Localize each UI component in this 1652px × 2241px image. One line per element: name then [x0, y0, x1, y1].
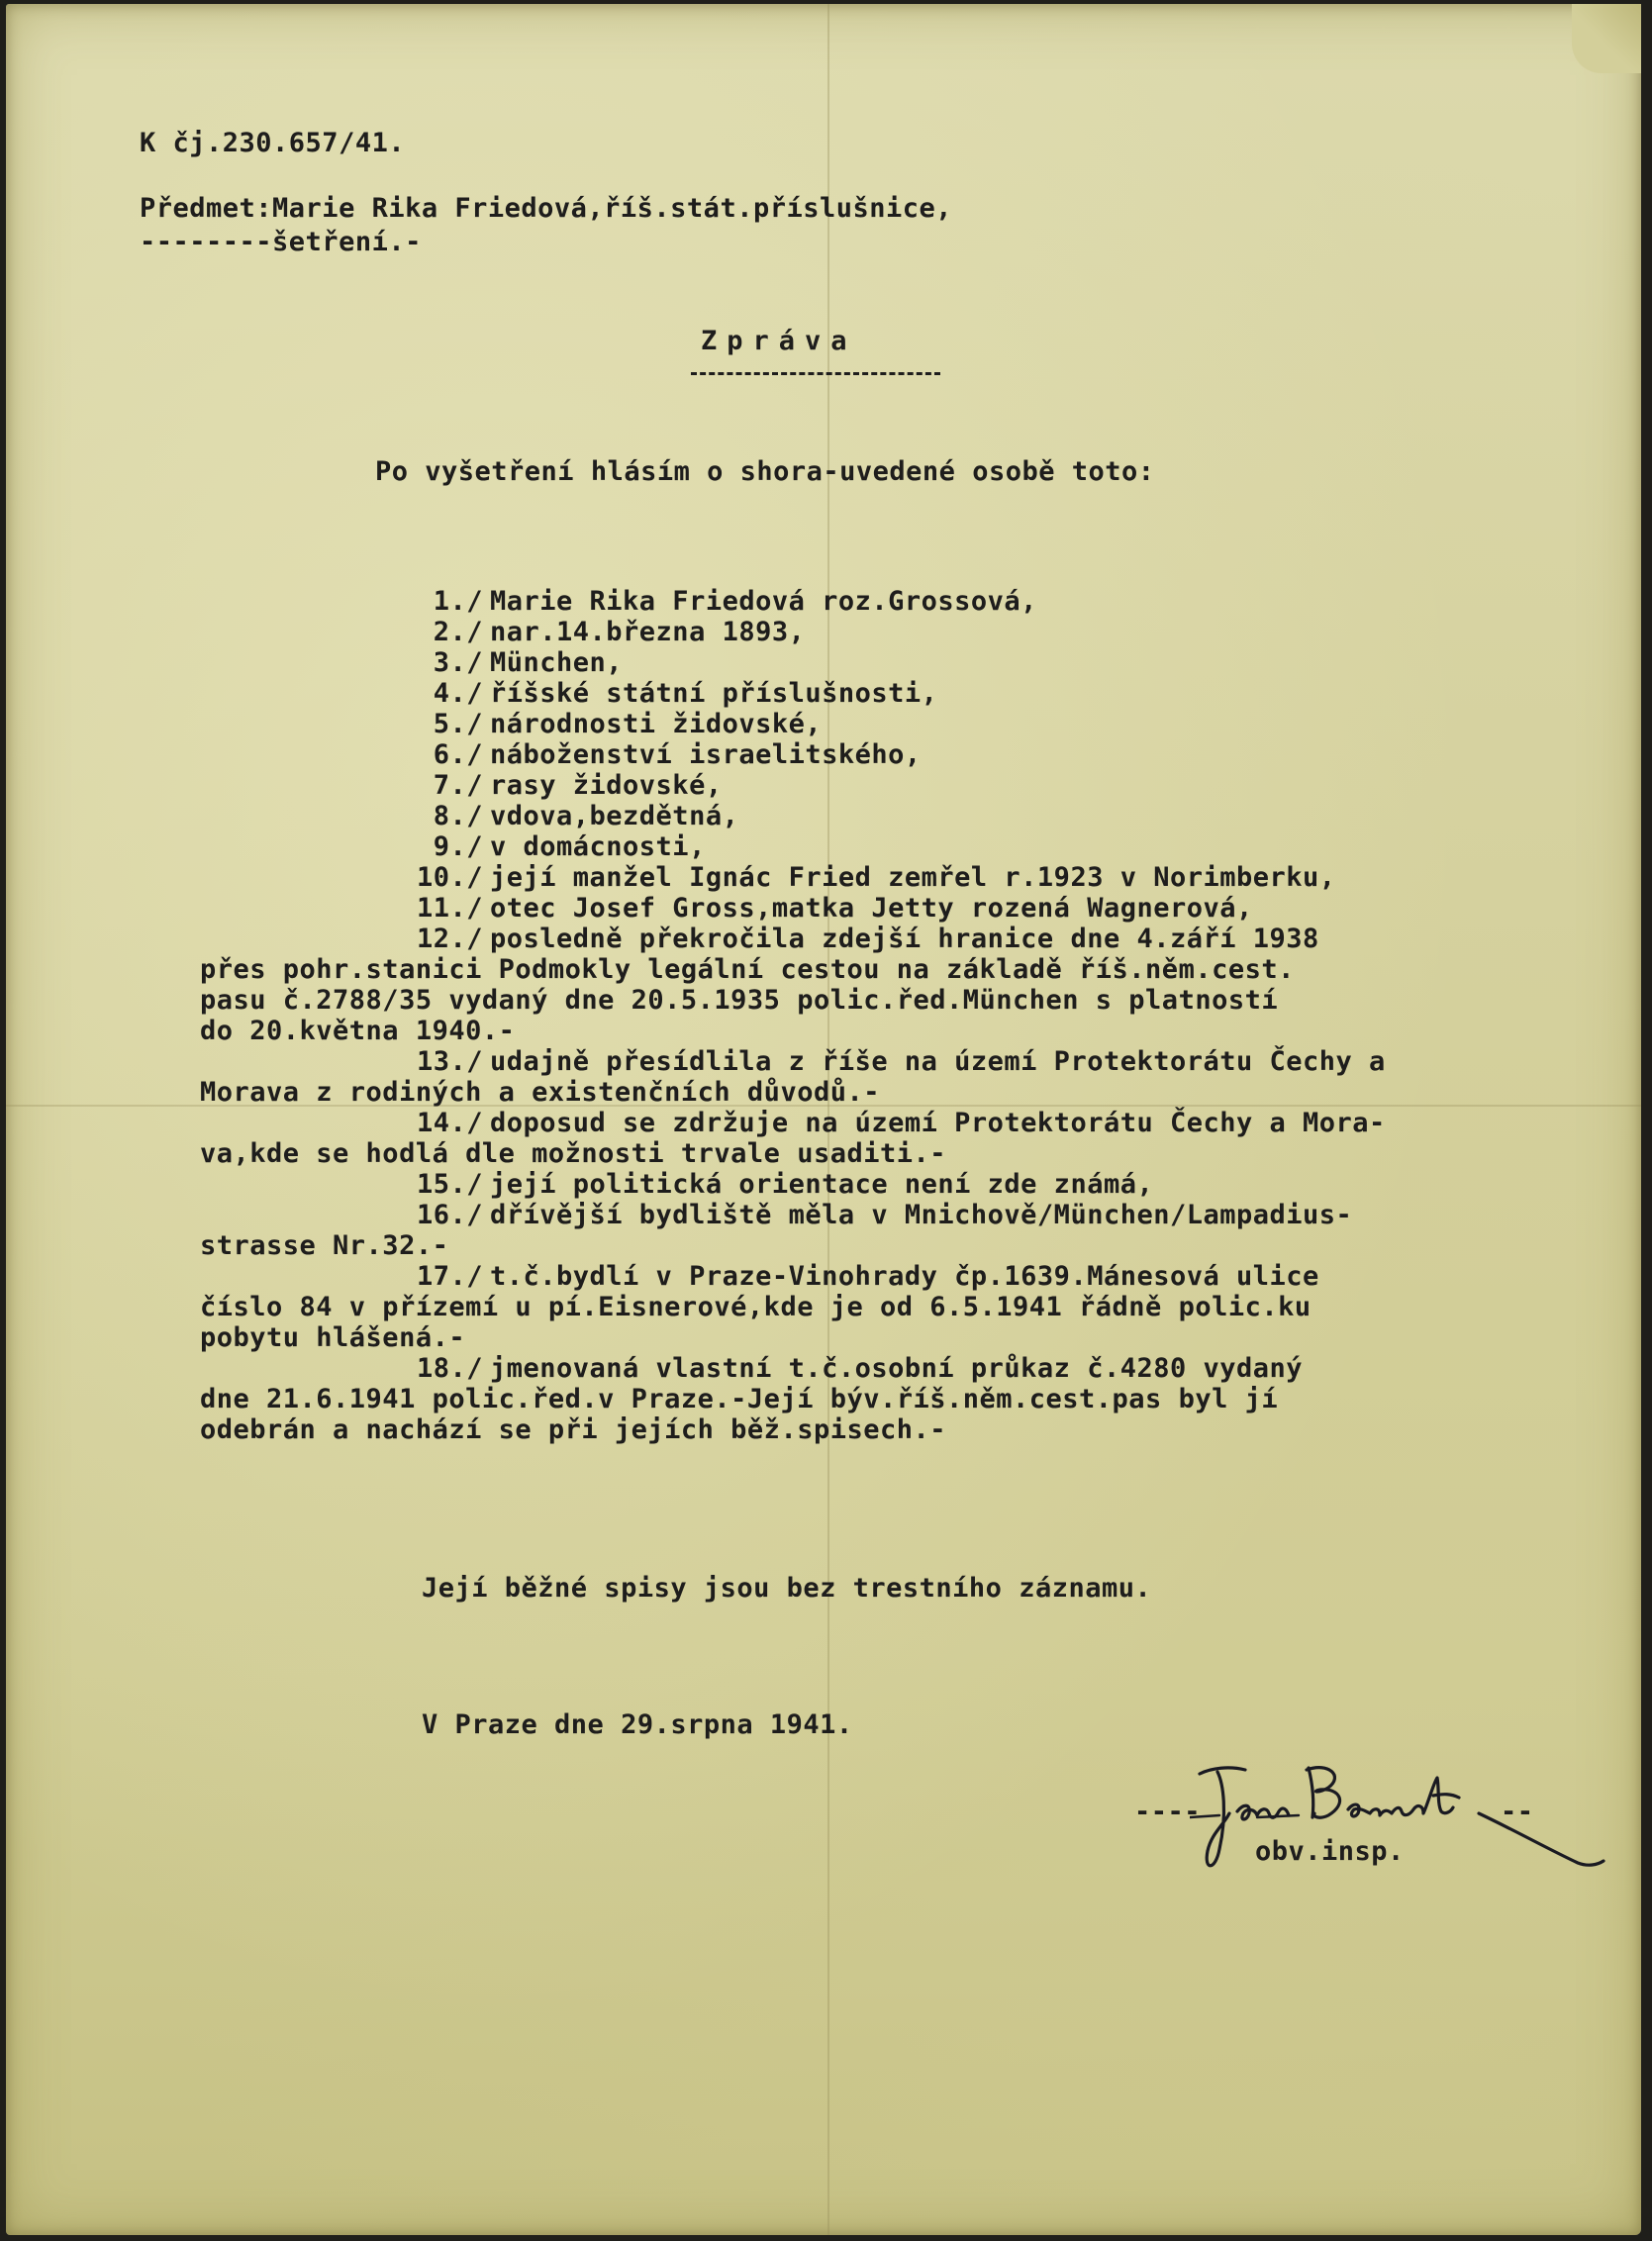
item-number: 6./ — [433, 739, 483, 770]
item-text: t.č.bydlí v Praze-Vinohrady čp.1639.Mánesová ulice — [490, 1261, 1319, 1292]
list-item — [6, 1169, 1641, 1200]
item-number: 7./ — [433, 770, 483, 801]
item-number: 5./ — [433, 709, 483, 739]
signature-dash-left: ---- — [1134, 1797, 1202, 1827]
item-text: náboženství israelitského, — [490, 739, 922, 770]
item-text: rasy židovské, — [490, 770, 723, 801]
item-text: vdova,bezdětná, — [490, 801, 739, 831]
item-text: její manžel Ignác Fried zemřel r.1923 v Norimberku, — [490, 862, 1336, 893]
item-number: 9./ — [433, 831, 483, 862]
list-item — [6, 831, 1641, 862]
item-text: München, — [490, 647, 624, 678]
item-number: 1./ — [433, 586, 483, 617]
reference-number: K čj.230.657/41. — [140, 128, 406, 158]
report-title: Zpráva — [701, 326, 857, 356]
list-item — [6, 1046, 1641, 1077]
list-item — [6, 924, 1641, 954]
list-item-continuation: pasu č.2788/35 vydaný dne 20.5.1935 polic.řed.München s platností — [200, 985, 1279, 1016]
item-number: 16./ — [416, 1200, 483, 1230]
list-item — [6, 647, 1641, 678]
item-number: 11./ — [416, 893, 483, 924]
list-item-continuation: dne 21.6.1941 polic.řed.v Praze.-Její býv.říš.něm.cest.pas byl jí — [200, 1384, 1279, 1414]
list-item — [6, 617, 1641, 647]
list-item — [6, 893, 1641, 924]
list-item-continuation: pobytu hlášená.- — [200, 1322, 466, 1353]
list-item — [6, 1261, 1641, 1292]
item-text: její politická orientace není zde známá, — [490, 1169, 1154, 1200]
item-text: nar.14.března 1893, — [490, 617, 806, 647]
item-number: 4./ — [433, 678, 483, 709]
list-item-continuation: odebrán a nachází se při jejích běž.spisech.- — [200, 1414, 946, 1445]
list-item-continuation: do 20.května 1940.- — [200, 1016, 516, 1046]
paper-sheet — [6, 4, 1641, 2235]
item-text: říšské státní příslušnosti, — [490, 678, 938, 709]
list-item-continuation: Morava z rodiných a existenčních důvodů.- — [200, 1077, 880, 1108]
item-number: 10./ — [416, 862, 483, 893]
item-number: 17./ — [416, 1261, 483, 1292]
handwritten-signature — [1190, 1754, 1605, 1883]
list-item — [6, 1353, 1641, 1384]
title-underline — [691, 372, 940, 375]
intro-sentence: Po vyšetření hlásím o shora-uvedené osobě toto: — [375, 456, 1155, 487]
list-item — [6, 770, 1641, 801]
list-item — [6, 739, 1641, 770]
subject-line-continuation: --------šetření.- — [140, 227, 422, 257]
signature-dash-right: -- — [1501, 1797, 1534, 1827]
item-number: 14./ — [416, 1108, 483, 1138]
numbered-list — [6, 586, 1641, 1445]
item-text: doposud se zdržuje na území Protektorátu Čechy a Mora- — [490, 1108, 1386, 1138]
item-number: 15./ — [416, 1169, 483, 1200]
list-item — [6, 801, 1641, 831]
item-text: Marie Rika Friedová roz.Grossová, — [490, 586, 1037, 617]
list-item-continuation: přes pohr.stanici Podmokly legální cestou na základě říš.něm.cest. — [200, 954, 1295, 985]
item-text: v domácnosti, — [490, 831, 706, 862]
item-text: národnosti židovské, — [490, 709, 823, 739]
item-number: 12./ — [416, 924, 483, 954]
item-text: dřívější bydliště měla v Mnichově/München/Lampadius- — [490, 1200, 1353, 1230]
item-number: 2./ — [433, 617, 483, 647]
item-text: posledně překročila zdejší hranice dne 4.září 1938 — [490, 924, 1319, 954]
list-item-continuation: číslo 84 v přízemí u pí.Eisnerové,kde je od 6.5.1941 řádně polic.ku — [200, 1292, 1312, 1322]
list-item-continuation: va,kde se hodlá dle možnosti trvale usaditi.- — [200, 1138, 946, 1169]
item-number: 13./ — [416, 1046, 483, 1077]
item-text: otec Josef Gross,matka Jetty rozená Wagnerová, — [490, 893, 1253, 924]
subject-line: Předmet:Marie Rika Friedová,říš.stát.příslušnice, — [140, 193, 953, 224]
item-number: 8./ — [433, 801, 483, 831]
list-item — [6, 678, 1641, 709]
document-body — [6, 4, 1641, 2235]
list-item — [6, 862, 1641, 893]
list-item — [6, 586, 1641, 617]
list-item-continuation: strasse Nr.32.- — [200, 1230, 449, 1261]
item-text: udajně přesídlila z říše na území Protektorátu Čechy a — [490, 1046, 1386, 1077]
item-number: 3./ — [433, 647, 483, 678]
list-item — [6, 1200, 1641, 1230]
closing-statement: Její běžné spisy jsou bez trestního záznamu. — [422, 1573, 1152, 1604]
list-item — [6, 1108, 1641, 1138]
item-text: jmenovaná vlastní t.č.osobní průkaz č.4280 vydaný — [490, 1353, 1304, 1384]
item-number: 18./ — [416, 1353, 483, 1384]
list-item — [6, 709, 1641, 739]
place-and-date: V Praze dne 29.srpna 1941. — [422, 1709, 853, 1740]
signatory-title: obv.insp. — [1255, 1836, 1405, 1867]
